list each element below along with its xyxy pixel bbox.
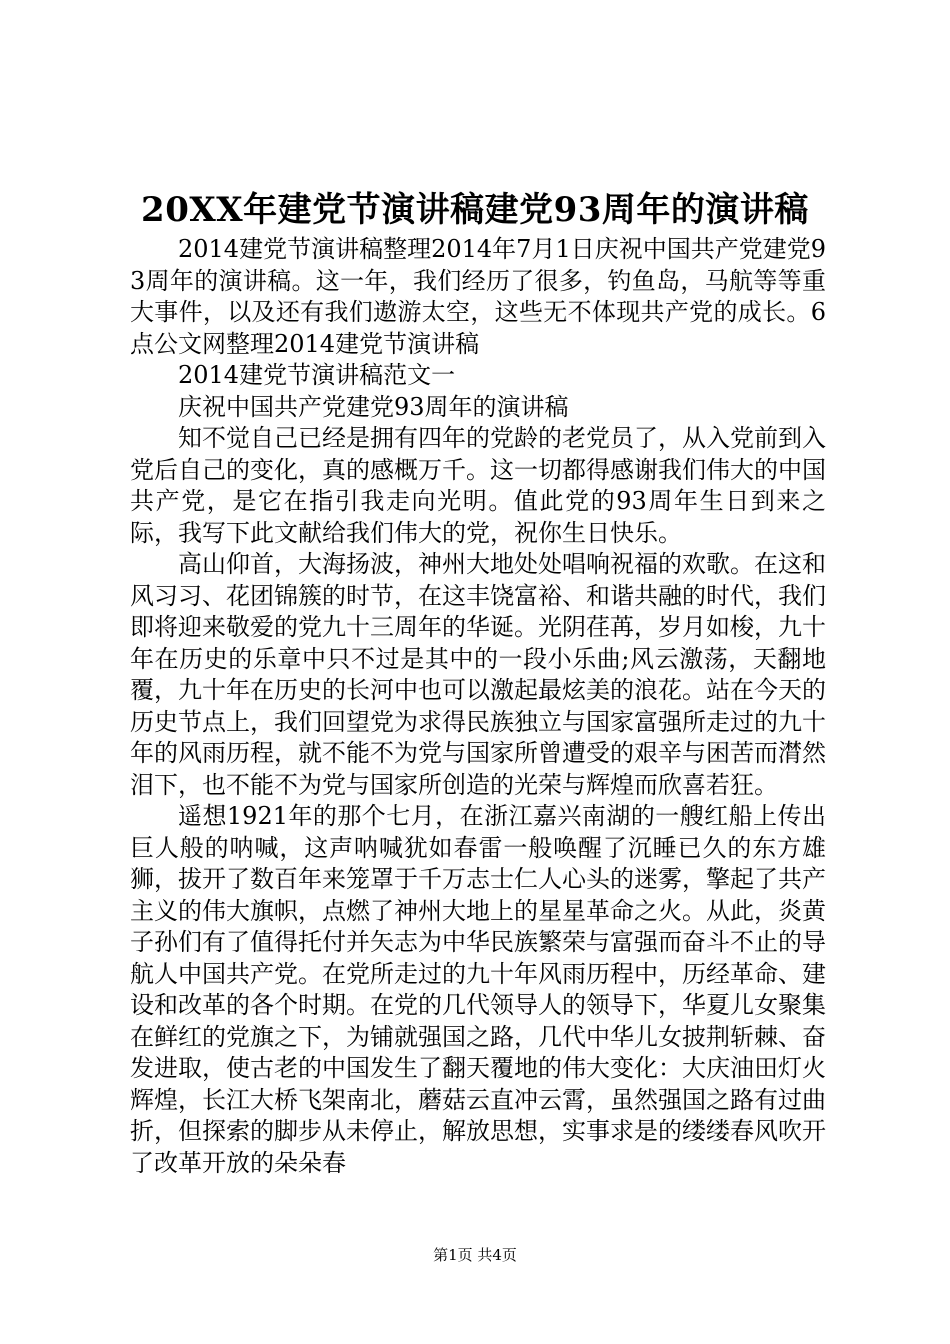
paragraph-intro: 2014建党节演讲稿整理2014年7月1日庆祝中国共产党建党93周年的演讲稿。这一年，我们经历了很多，钓鱼岛，马航等等重大事件，以及还有我们遨游太空，这些无不体现共产党的成长。6点公文网整理2014建党节演讲稿 [130,235,826,358]
document-body [130,234,826,1179]
paragraph-mountains: 高山仰首，大海扬波，神州大地处处唱响祝福的欢歌。在这和风习习、花团锦簇的时节，在这丰饶富裕、和谐共融的时代，我们即将迎来敬爱的党九十三周年的华诞。光阴荏苒，岁月如梭，九十年在历史的乐章中只不过是其中的一段小乐曲;风云激荡，天翻地覆，九十年在历史的长河中也可以激起最炫美的浪花。站在今天的历史节点上，我们回望党为求得民族独立与国家富强所走过的九十年的风雨历程，就不能不为党与国家所曾遭受的艰辛与困苦而潸然泪下，也不能不为党与国家所创造的光荣与辉煌而欣喜若狂。 [130,550,826,799]
page-footer: 第1页 共4页 [433,1246,517,1264]
paragraph-speech-title: 庆祝中国共产党建党93周年的演讲稿 [178,392,569,421]
paragraph-1921: 遥想1921年的那个七月，在浙江嘉兴南湖的一艘红船上传出巨人般的呐喊，这声呐喊犹如春雷一般唤醒了沉睡已久的东方雄狮，拔开了数百年来笼罩于千万志士仁人心头的迷雾，擎起了共产主义的伟大旗帜，点燃了神州大地上的星星革命之火。从此，炎黄子孙们有了值得托付并矢志为中华民族繁荣与富强而奋斗不止的导航人中国共产党。在党所走过的九十年风雨历程中，历经革命、建设和改革的各个时期。在党的几代领导人的领导下，华夏儿女聚集在鲜红的党旗之下，为铺就强国之路，几代中华儿女披荆斩棘、奋发进取，使古老的中国发生了翻天覆地的伟大变化：大庆油田灯火辉煌，长江大桥飞架南北，蘑菇云直冲云霄，虽然强国之路有过曲折，但探索的脚步从未停止，解放思想，实事求是的缕缕春风吹开了改革开放的朵朵春 [130,802,826,1177]
document-title: 20XX年建党节演讲稿建党93周年的演讲稿 [141,190,809,230]
paragraph-sample-heading: 2014建党节演讲稿范文一 [178,361,456,389]
paragraph-party-age: 知不觉自己已经是拥有四年的党龄的老党员了，从入党前到入党后自己的变化，真的感概万千。这一切都得感谢我们伟大的中国共产党，是它在指引我走向光明。值此党的93周年生日到来之际，我写下此文献给我们伟大的党，祝你生日快乐。 [130,424,826,547]
